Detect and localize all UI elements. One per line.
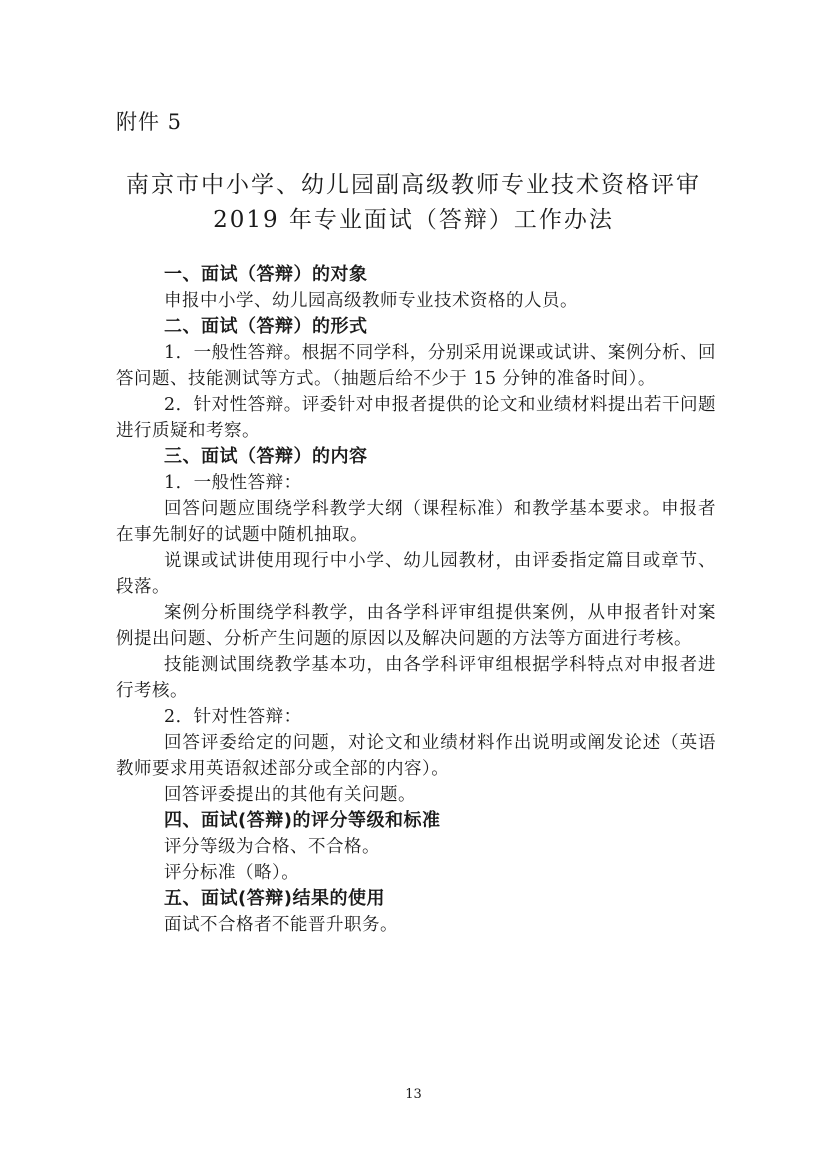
paragraph: 回答问题应围绕学科教学大纲（课程标准）和教学基本要求。申报者在事先制好的试题中随机抽取。 [116,499,716,545]
paragraph: 2．针对性答辩。评委针对申报者提供的论文和业绩材料提出若干问题进行质疑和考察。 [116,395,716,441]
document-title-line-1: 南京市中小学、幼儿园副高级教师专业技术资格评审 [126,172,701,198]
paragraph: 评分标准（略）。 [164,863,300,883]
paragraph: 评分等级为合格、不合格。 [164,837,380,857]
paragraph: 回答评委提出的其他有关问题。 [164,785,416,805]
paragraph: 说课或试讲使用现行中小学、幼儿园教材，由评委指定篇目或章节、段落。 [116,551,716,597]
paragraph: 案例分析围绕学科教学，由各学科评审组提供案例，从申报者针对案例提出问题、分析产生问题的原因以及解决问题的方法等方面进行考核。 [116,603,716,649]
paragraph: 申报中小学、幼儿园高级教师专业技术资格的人员。 [164,291,578,311]
paragraph: 回答评委给定的问题，对论文和业绩材料作出说明或阐发论述（英语教师要求用英语叙述部分或全部的内容）。 [116,733,716,779]
page-number: 13 [405,1087,422,1102]
section-heading-2: 二、面试（答辩）的形式 [164,316,368,337]
document-title-line-2: 2019 年专业面试（答辩）工作办法 [213,207,614,233]
paragraph: 2．针对性答辩： [164,707,302,727]
section-heading-1: 一、面试（答辩）的对象 [164,264,368,285]
document-body [116,262,716,938]
attachment-label: 附件 5 [116,110,183,134]
paragraph: 面试不合格者不能晋升职务。 [164,915,398,935]
paragraph: 1．一般性答辩。根据不同学科，分别采用说课或试讲、案例分析、回答问题、技能测试等方式。（抽题后给不少于 15 分钟的准备时间）。 [116,343,716,389]
section-heading-4: 四、面试(答辩)的评分等级和标准 [164,810,441,831]
paragraph: 1．一般性答辩： [164,473,302,493]
section-heading-5: 五、面试(答辩)结果的使用 [164,888,385,909]
paragraph: 技能测试围绕教学基本功，由各学科评审组根据学科特点对申报者进行考核。 [116,655,716,701]
section-heading-3: 三、面试（答辩）的内容 [164,446,368,467]
